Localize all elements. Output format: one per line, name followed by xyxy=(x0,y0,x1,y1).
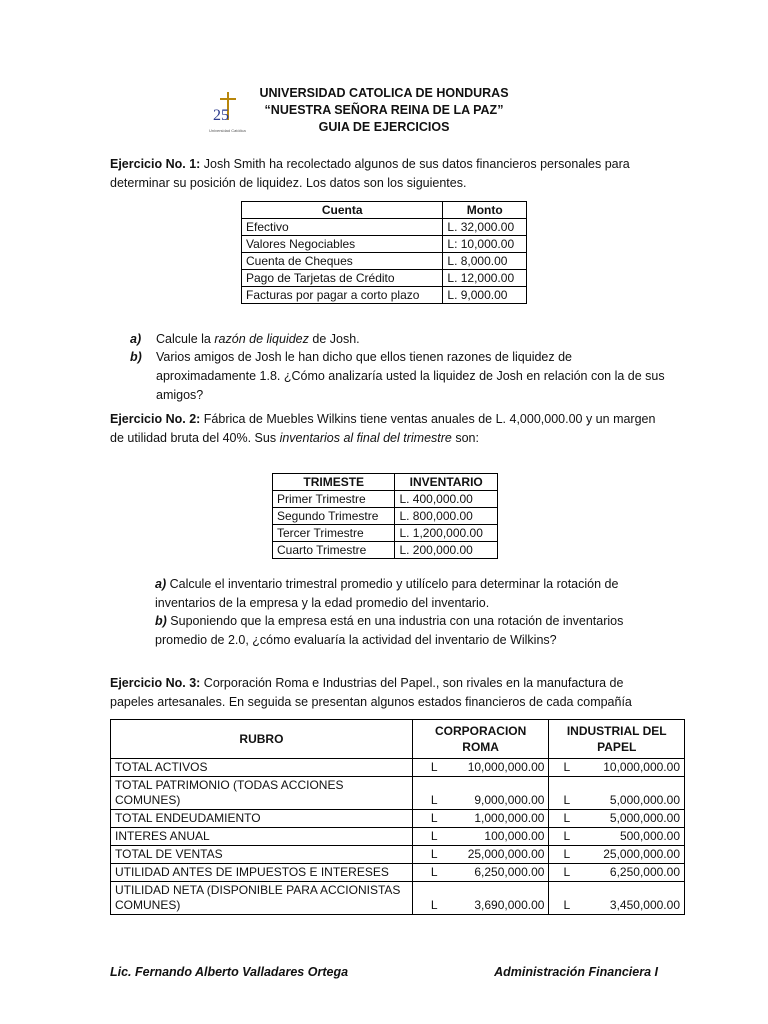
ex3-intro xyxy=(110,674,670,712)
amount: 3,450,000.00 xyxy=(609,898,680,912)
value-cell xyxy=(412,864,549,882)
table-row xyxy=(111,759,685,777)
value-cell xyxy=(412,846,549,864)
ex1-header-monto: Monto xyxy=(443,202,527,219)
currency: L xyxy=(430,811,438,825)
amount: 500,000.00 xyxy=(619,829,680,843)
footer-course: Administración Financiera I xyxy=(494,965,658,979)
question-marker: b) xyxy=(130,350,142,364)
rubro-cell: TOTAL DE VENTAS xyxy=(111,846,413,864)
ex2-cell: L. 200,000.00 xyxy=(395,542,498,559)
currency: L xyxy=(430,865,438,879)
table-row xyxy=(273,542,498,559)
currency: L xyxy=(563,811,571,825)
header-motto: “NUESTRA SEÑORA REINA DE LA PAZ” xyxy=(264,103,504,117)
value-cell xyxy=(412,828,549,846)
ex1-question-b xyxy=(130,348,670,405)
ex2-cell: Tercer Trimestre xyxy=(273,525,395,542)
question-marker: a) xyxy=(130,332,142,346)
ex3-header-rubro: RUBRO xyxy=(111,720,413,759)
ex2-cell: L. 1,200,000.00 xyxy=(395,525,498,542)
rubro-cell: TOTAL PATRIMONIO (TODAS ACCIONES COMUNES) xyxy=(111,777,413,810)
currency: L xyxy=(563,847,571,861)
question-emphasis: razón de liquidez xyxy=(214,332,309,346)
question-text: Varios amigos de Josh le han dicho que ellos tienen razones de liquidez de aproximadamente 1.8. ¿Cómo analizaría usted la liquidez de Josh en relación con la de sus amigos? xyxy=(156,350,665,402)
amount: 10,000,000.00 xyxy=(603,760,680,774)
question-marker: b) xyxy=(155,614,167,628)
ex1-cell: Cuenta de Cheques xyxy=(242,253,443,270)
rubro-cell: UTILIDAD NETA (DISPONIBLE PARA ACCIONISTAS COMUNES) xyxy=(111,882,413,915)
ex2-header-inventario: INVENTARIO xyxy=(395,474,498,491)
table-row xyxy=(242,287,527,304)
value-cell xyxy=(549,777,685,810)
rubro-cell: UTILIDAD ANTES DE IMPUESTOS E INTERESES xyxy=(111,864,413,882)
ex3-header-papel: INDUSTRIAL DEL PAPEL xyxy=(549,720,685,759)
ex1-intro xyxy=(110,155,670,193)
question-text: Suponiendo que la empresa está en una industria con una rotación de inventarios promedio de 2.0, ¿cómo evaluaría la actividad del inventario de Wilkins? xyxy=(155,614,624,647)
ex1-label: Ejercicio No. 1: xyxy=(110,157,201,171)
ex1-cell: L. 9,000.00 xyxy=(443,287,527,304)
ex2-cell: Primer Trimestre xyxy=(273,491,395,508)
amount: 6,250,000.00 xyxy=(609,865,680,879)
header-university: UNIVERSIDAD CATOLICA DE HONDURAS xyxy=(259,86,509,100)
footer-author: Lic. Fernando Alberto Valladares Ortega xyxy=(110,965,349,979)
question-text: Calcule la xyxy=(156,332,215,346)
ex3-label: Ejercicio No. 3: xyxy=(110,676,201,690)
currency: L xyxy=(430,829,438,843)
amount: 6,250,000.00 xyxy=(474,865,545,879)
ex2-header-trimestre: TRIMESTE xyxy=(273,474,395,491)
ex2-question-a xyxy=(155,575,670,613)
table-row xyxy=(273,508,498,525)
ex2-emphasis: inventarios al final del trimestre xyxy=(279,431,452,445)
currency: L xyxy=(430,898,438,912)
amount: 5,000,000.00 xyxy=(609,811,680,825)
amount: 25,000,000.00 xyxy=(603,847,680,861)
ex1-cell: L. 32,000.00 xyxy=(443,219,527,236)
ex1-cell: Pago de Tarjetas de Crédito xyxy=(242,270,443,287)
currency: L xyxy=(430,760,438,774)
currency: L xyxy=(430,847,438,861)
value-cell xyxy=(412,882,549,915)
question-text: de Josh. xyxy=(308,332,360,346)
value-cell xyxy=(412,759,549,777)
table-row xyxy=(273,525,498,542)
value-cell xyxy=(412,810,549,828)
currency: L xyxy=(563,829,571,843)
amount: 1,000,000.00 xyxy=(474,811,545,825)
value-cell xyxy=(549,828,685,846)
ex1-cell: Facturas por pagar a corto plazo xyxy=(242,287,443,304)
ex2-label: Ejercicio No. 2: xyxy=(110,412,201,426)
ex1-cell: L. 8,000.00 xyxy=(443,253,527,270)
table-row xyxy=(111,810,685,828)
ex1-cell: Efectivo xyxy=(242,219,443,236)
currency: L xyxy=(563,898,571,912)
table-row xyxy=(273,491,498,508)
value-cell xyxy=(549,864,685,882)
ex1-cell: L. 12,000.00 xyxy=(443,270,527,287)
value-cell xyxy=(549,846,685,864)
question-text: Calcule el inventario trimestral promedio y utilícelo para determinar la rotación de inventarios de la empresa y la edad promedio del inventario. xyxy=(155,577,619,610)
currency: L xyxy=(563,865,571,879)
currency: L xyxy=(563,760,571,774)
ex1-header-cuenta: Cuenta xyxy=(242,202,443,219)
table-row xyxy=(242,236,527,253)
logo-number: 25 xyxy=(213,107,229,124)
ex2-cell: L. 400,000.00 xyxy=(395,491,498,508)
table-row xyxy=(111,864,685,882)
ex1-cell: L: 10,000.00 xyxy=(443,236,527,253)
ex2-text: son: xyxy=(451,431,479,445)
table-row xyxy=(111,777,685,810)
value-cell xyxy=(549,759,685,777)
ex2-intro xyxy=(110,410,670,448)
amount: 9,000,000.00 xyxy=(474,793,545,807)
ex1-cell: Valores Negociables xyxy=(242,236,443,253)
ex2-cell: Cuarto Trimestre xyxy=(273,542,395,559)
currency: L xyxy=(430,793,438,807)
ex2-cell: Segundo Trimestre xyxy=(273,508,395,525)
rubro-cell: INTERES ANUAL xyxy=(111,828,413,846)
ex2-question-b xyxy=(155,612,670,650)
table-row xyxy=(242,253,527,270)
table-row xyxy=(111,846,685,864)
rubro-cell: TOTAL ENDEUDAMIENTO xyxy=(111,810,413,828)
ex3-header-roma: CORPORACION ROMA xyxy=(412,720,549,759)
amount: 3,690,000.00 xyxy=(474,898,545,912)
table-row xyxy=(111,828,685,846)
rubro-cell: TOTAL ACTIVOS xyxy=(111,759,413,777)
ex1-text: Josh Smith ha recolectado algunos de sus datos financieros personales para determinar su posición de liquidez. Los datos son los siguientes. xyxy=(110,157,630,190)
value-cell xyxy=(549,882,685,915)
ex3-text: Corporación Roma e Industrias del Papel., son rivales en la manufactura de papeles artesanales. En seguida se presentan algunos estados financieros de cada compañía xyxy=(110,676,632,709)
ex2-text: Fábrica de Muebles Wilkins tiene ventas anuales de L. 4,000,000.00 y un margen de utilidad bruta del 40%. Sus xyxy=(110,412,656,445)
table-row xyxy=(242,270,527,287)
ex2-table xyxy=(272,473,498,559)
question-marker: a) xyxy=(155,577,167,591)
table-row xyxy=(242,219,527,236)
table-row xyxy=(111,882,685,915)
ex1-question-a xyxy=(130,330,670,349)
amount: 100,000.00 xyxy=(484,829,545,843)
amount: 5,000,000.00 xyxy=(609,793,680,807)
currency: L xyxy=(563,793,571,807)
ex3-table xyxy=(110,719,685,915)
ex1-table xyxy=(241,201,527,304)
header-title: GUIA DE EJERCICIOS xyxy=(318,120,450,134)
ex2-cell: L. 800,000.00 xyxy=(395,508,498,525)
logo-caption: Universidad Católica xyxy=(209,128,246,133)
amount: 10,000,000.00 xyxy=(467,760,545,774)
value-cell xyxy=(549,810,685,828)
amount: 25,000,000.00 xyxy=(467,847,545,861)
value-cell xyxy=(412,777,549,810)
